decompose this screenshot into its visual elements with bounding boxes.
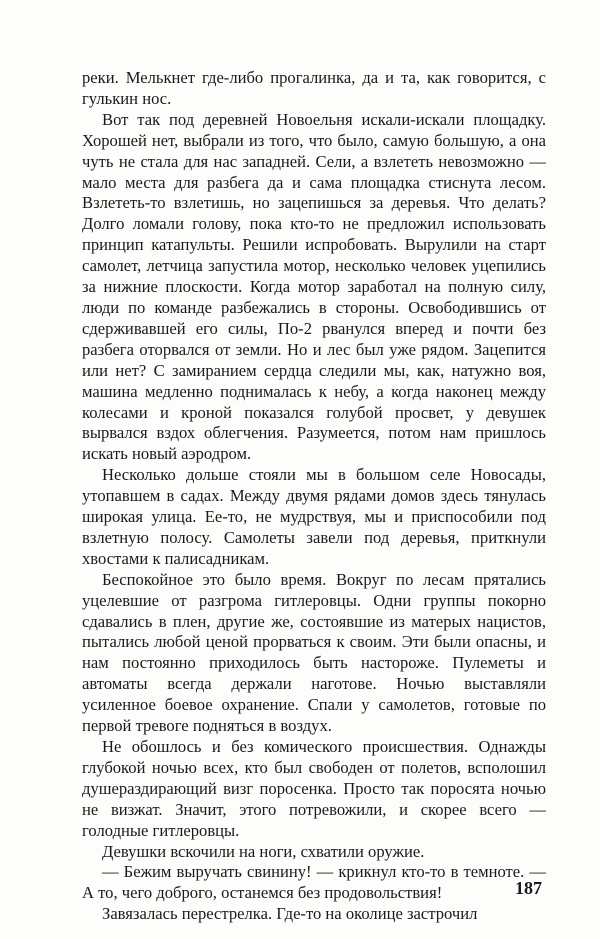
body-text [82,68,546,925]
paragraph: Вот так под деревней Новоельня искали-искали площадку. Хорошей нет, выбрали из того, что было, самую большую, а она чуть не стала для нас западней. Сели, а взлететь невозможно — мало места для разбега да и сама площадка стиснута лесом. Взлететь-то взлетишь, но зацепишься за деревья. Что делать? Долго ломали голову, пока кто-то не предложил использовать принцип катапульты. Решили испробовать. Вырулили на старт самолет, летчица запустила мотор, несколько человек уцепились за нижние плоскости. Когда мотор заработал на полную силу, люди по команде разбежались в стороны. Освободившись от сдерживавшей его силы, По-2 рванулся вперед и почти без разбега оторвался от земли. Но и лес был уже рядом. Зацепится или нет? С замиранием сердца следили мы, как, натужно воя, машина медленно поднималась к небу, а когда наконец между колесами и кроной показался голубой просвет, у девушек вырвался вздох облегчения. Разумеется, потом нам пришлось искать новый аэродром. [82,109,546,464]
paragraph: Не обошлось и без комического происшествия. Однажды глубокой ночью всех, кто был свободен от полетов, всполошил душераздирающий визг поросенка. Просто так поросята ночью не визжат. Значит, этого потревожили, и скорее всего — голодные гитлеровцы. [82,737,546,840]
page-number: 187 [515,878,542,898]
paragraph: Девушки вскочили на ноги, схватили оружие. [102,841,425,861]
paragraph: реки. Мелькнет где-либо прогалинка, да и та, как говорится, с гулькин нос. [82,68,546,108]
paragraph: Беспокойное это было время. Вокруг по лесам прятались уцелевшие от разгрома гитлеровцы. Одни группы покорно сдавались в плен, другие же, состоявшие из матерых нацистов, пытались любой ценой прорваться к своим. Эти были опасны, и нам постоянно приходилось быть настороже. Пулеметы и автоматы всегда держали наготове. Ночью выставляли усиленное боевое охранение. Спали у самолетов, готовые по первой тревоге подняться в воздух. [82,569,546,736]
paragraph: Несколько дольше стояли мы в большом селе Новосады, утопавшем в садах. Между двумя рядами домов здесь тянулась широкая улица. Ее-то, не мудрствуя, мы и приспособили под взлетную полосу. Самолеты завели под деревья, приткнули хвостами к палисадникам. [82,465,546,568]
paragraph: Завязалась перестрелка. Где-то на околице застрочил [102,904,478,924]
paragraph: — Бежим выручать свинину! — крикнул кто-то в темноте. — А то, чего доброго, останемся без продовольствия! [82,862,546,903]
